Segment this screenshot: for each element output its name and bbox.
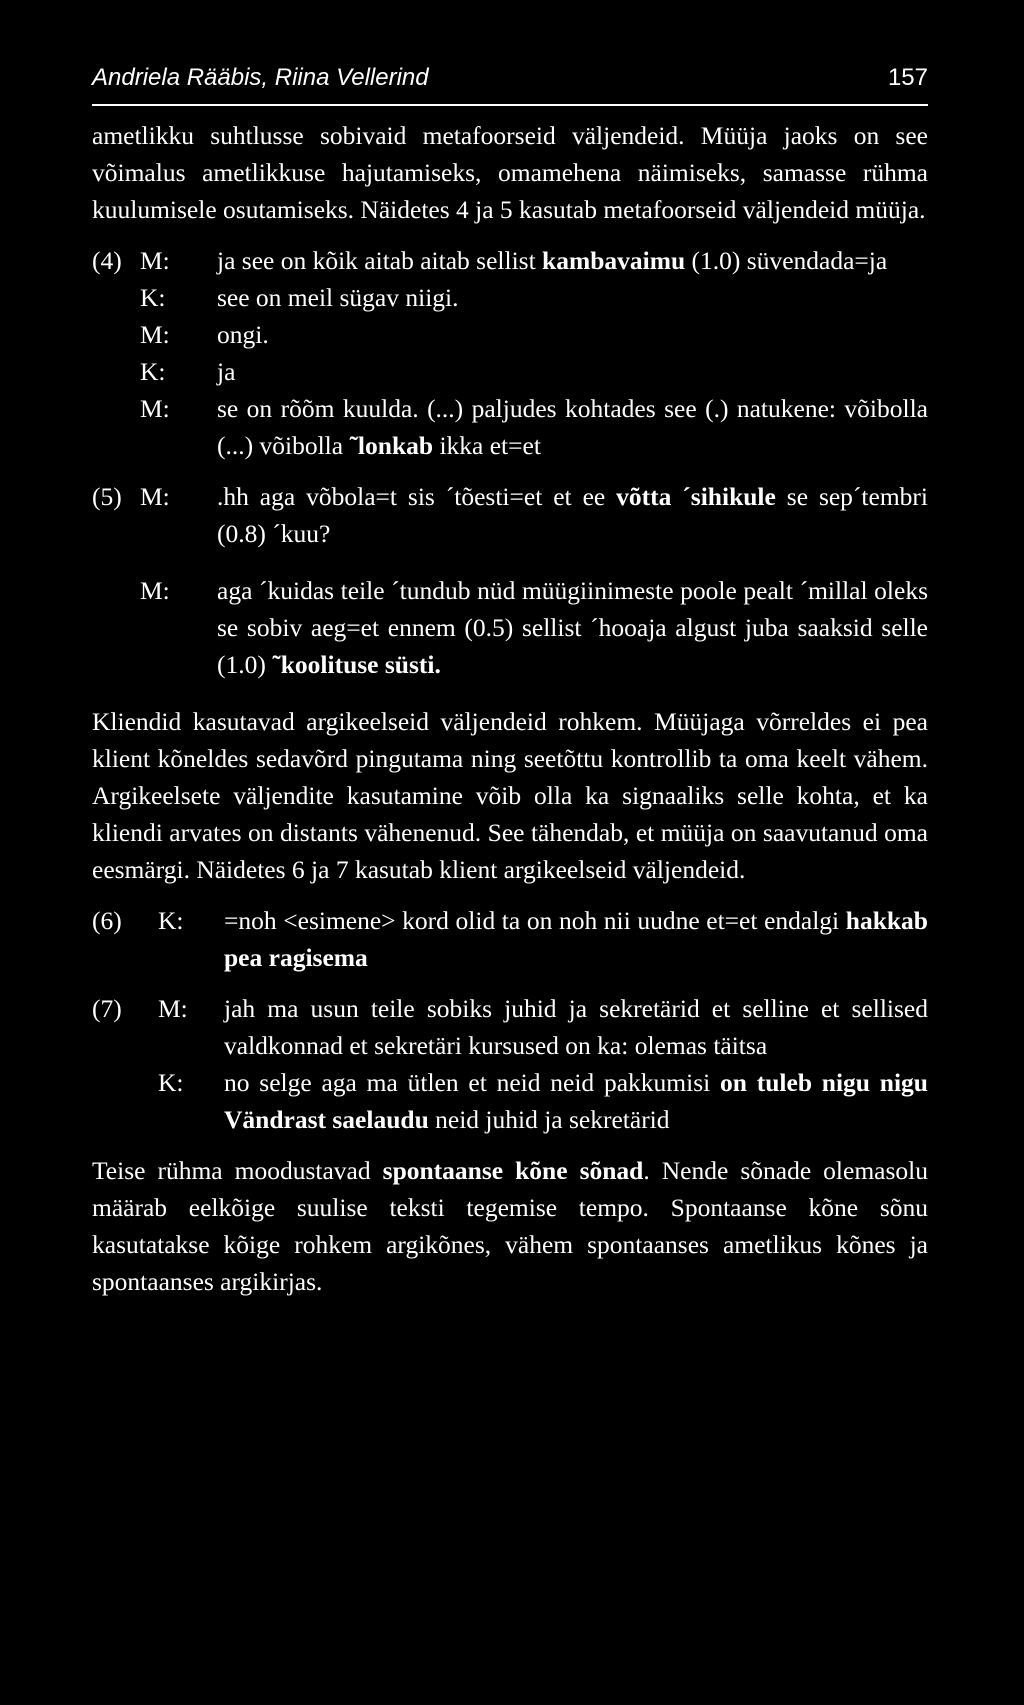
turn-text: aga ´kuidas teile ´tundub nüd müügiinimeste poole pealt ´millal oleks se sobiv aeg=et ennem (0.5) sellist ´hooaja algust juba saaksid selle (1.0) [217, 576, 928, 679]
speaker-label: K: [158, 1068, 184, 1097]
turn-text: se on rõõm kuulda. (...) paljudes kohtades see (.) natukene: võibolla (...) võibolla [217, 394, 928, 460]
speaker-label: M: [140, 576, 170, 605]
example-7 [92, 990, 928, 1138]
turn-text-bold: võtta ´sihikule [616, 482, 776, 511]
example-turn [92, 990, 928, 1064]
turn-text: .hh aga võbola=t sis ´tõesti=et et ee [217, 482, 617, 511]
paragraph-3 [92, 1152, 928, 1300]
page-body [92, 117, 928, 1300]
term-bold: spontaanse kõne sõnad [382, 1156, 644, 1185]
turn-text: ja [217, 357, 236, 386]
page-number: 157 [887, 64, 928, 91]
paragraph-text: . Nende sõnade olemasolu määrab eelkõige suulise teksti tegemise tempo. Spontaanse kõne sõnu kasutatakse kõige rohkem argikõnes, vähem spontaanses ametlikus kõnes ja spontaanses argikirjas. [92, 1156, 928, 1296]
paragraph-2: Kliendid kasutavad argikeelseid väljendeid rohkem. Müüjaga võrreldes ei pea klient kõneldes sedavõrd pingutama ning seetõttu kontrollib ta oma keelt vähem. Argikeelsete väljendite kasutamine võib olla ka signaaliks selle kohta, et ka kliendi arvates on distants vähenenud. See tähendab, et müüja on saavutanud oma eesmärgi. Näidetes 6 ja 7 kasutab klient argikeelseid väljendeid. [92, 707, 928, 884]
turn-text-bold: kambavaimu [542, 246, 686, 275]
speaker-label: K: [140, 283, 166, 312]
turn-text-bold: ˜koolituse süsti. [272, 650, 441, 679]
example-number: (4) [92, 246, 122, 275]
speaker-label: M: [140, 482, 170, 511]
example-4 [92, 242, 928, 464]
example-turn [92, 1064, 928, 1138]
example-turn [92, 242, 928, 279]
turn-text-bold: on tuleb nigu nigu Vändrast saelaudu [224, 1068, 928, 1134]
turn-text-bold: ˜lonkab [349, 431, 434, 460]
turn-text: =noh <esimene> kord olid ta on noh nii uudne et=et endalgi [224, 906, 846, 935]
paragraph-text: Teise rühma moodustavad [92, 1156, 383, 1185]
example-turn [92, 572, 928, 683]
turn-text: ikka et=et [433, 431, 541, 460]
example-6 [92, 902, 928, 976]
turn-text: jah ma usun teile sobiks juhid ja sekretärid et selline et sellised valdkonnad et sekretäri kursused on ka: olemas täitsa [224, 994, 928, 1060]
paragraph-1: ametlikku suhtlusse sobivaid metafoorseid väljendeid. Müüja jaoks on see võimalus ametlikkuse hajutamiseks, omamehena näimiseks, samasse rühma kuulumisele osutamiseks. Näidetes 4 ja 5 kasutab metafoorseid väljendeid müüja. [92, 121, 928, 224]
header-authors: Andriela Rääbis, Riina Vellerind [92, 64, 429, 91]
example-turn [92, 902, 928, 976]
turn-text: ja see on kõik aitab aitab sellist [217, 246, 543, 275]
speaker-label: M: [158, 994, 188, 1023]
speaker-label: K: [158, 906, 184, 935]
speaker-label: M: [140, 320, 170, 349]
turn-text: ongi. [217, 320, 269, 349]
turn-text: see on meil sügav niigi. [217, 283, 459, 312]
example-number: (7) [92, 994, 122, 1023]
speaker-label: M: [140, 246, 170, 275]
turn-text-bold: hakkab pea ragisema [224, 906, 928, 972]
example-number: (6) [92, 906, 122, 935]
turn-text: se sep´tembri (0.8) ´kuu? [217, 482, 928, 548]
turn-text: no selge aga ma ütlen et neid neid pakkumisi [224, 1068, 721, 1097]
example-turn [92, 316, 928, 353]
example-number: (5) [92, 482, 122, 511]
speaker-label: M: [140, 394, 170, 423]
turn-text: neid juhid ja sekretärid [428, 1105, 670, 1134]
turn-text: (1.0) süvendada=ja [685, 246, 888, 275]
example-turn [92, 279, 928, 316]
example-5 [92, 478, 928, 683]
speaker-label: K: [140, 357, 166, 386]
example-turn [92, 390, 928, 464]
running-header [92, 60, 928, 106]
example-turn [92, 478, 928, 552]
example-turn [92, 353, 928, 390]
